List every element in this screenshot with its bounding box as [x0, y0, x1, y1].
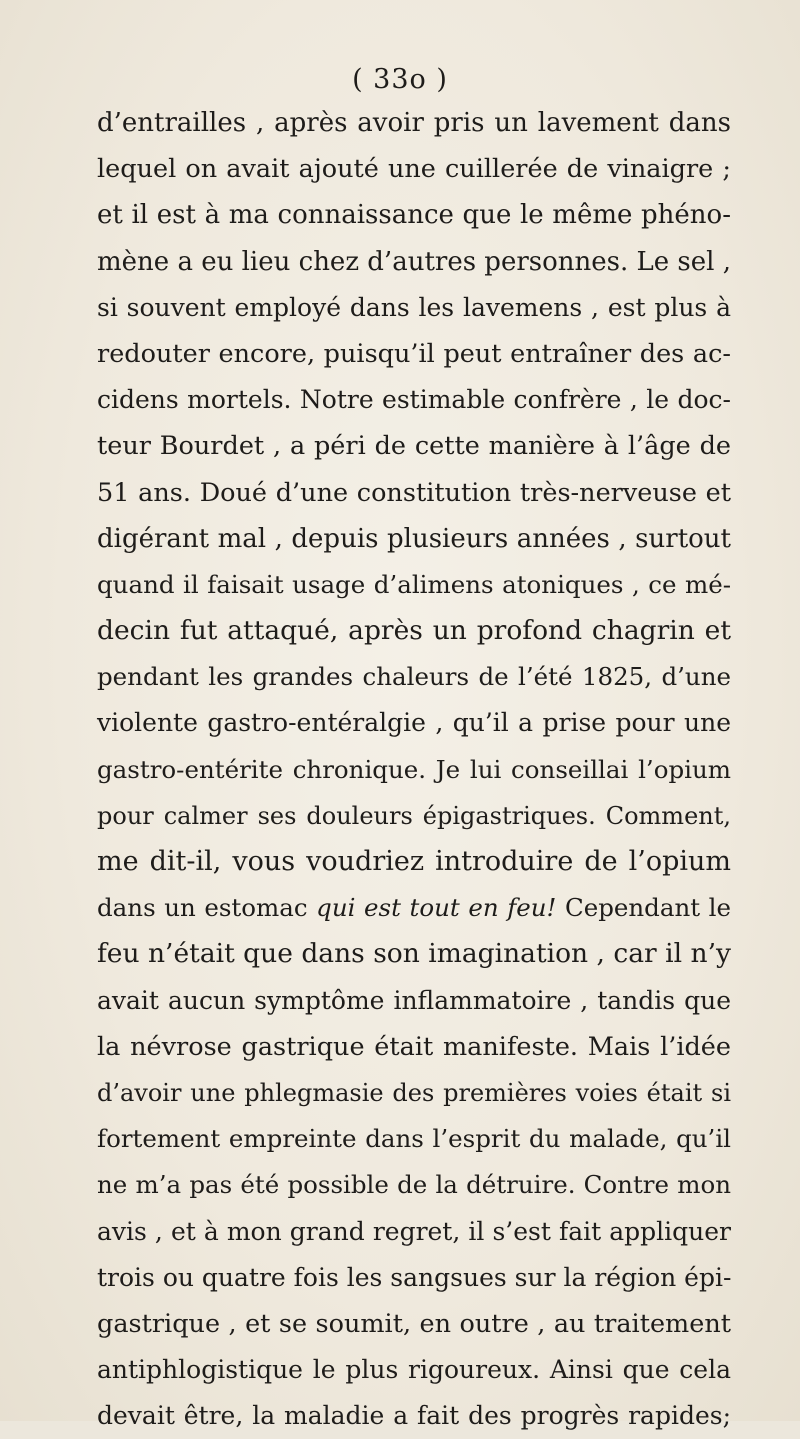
- text-line-with-italic: [97, 885, 731, 931]
- text-line: cidens mortels. Notre estimable confrère , le doc-: [97, 385, 731, 415]
- text-line: quand il faisait usage d’alimens atoniques , ce mé-: [97, 569, 731, 599]
- page-number: ( 33o ): [352, 64, 448, 95]
- text-line: gastro-entérite chronique. Je lui conseillai l’opium: [97, 754, 731, 784]
- text-line: avait aucun symptôme inflammatoire , tandis que: [97, 985, 731, 1015]
- text-line: 51 ans. Doué d’une constitution très-nerveuse et: [97, 477, 731, 508]
- text-line: pendant les grandes chaleurs de l’été 1825, d’une: [97, 662, 731, 692]
- italic-quote: qui est tout en feu!: [316, 893, 557, 923]
- text-line: d’entrailles , après avoir pris un lavement dans: [97, 108, 731, 138]
- text-line: decin fut attaqué, après un profond chagrin et: [97, 615, 731, 647]
- text-line: redouter encore, puisqu’il peut entraîner des ac-: [97, 338, 731, 369]
- text-line: digérant mal , depuis plusieurs années , surtout: [97, 523, 731, 554]
- text-line: trois ou quatre fois les sangsues sur la région épi-: [97, 1262, 732, 1292]
- text-line: fortement empreinte dans l’esprit du malade, qu’il: [97, 1124, 731, 1154]
- text-line: pour calmer ses douleurs épigastriques. Comment,: [97, 801, 731, 830]
- text-line: et il est à ma connaissance que le même phéno-: [97, 200, 731, 231]
- text-line: avis , et à mon grand regret, il s’est fait appliquer: [97, 1216, 731, 1246]
- line-segment: Cependant le: [556, 893, 732, 923]
- text-line: antiphlogistique le plus rigoureux. Ainsi que cela: [97, 1355, 731, 1385]
- text-line: ne m’a pas été possible de la détruire. Contre mon: [97, 1170, 731, 1200]
- line-segment: dans un estomac: [97, 893, 317, 923]
- text-line: feu n’était que dans son imagination , car il n’y: [97, 938, 731, 970]
- text-line: lequel on avait ajouté une cuillerée de vinaigre ;: [97, 154, 731, 185]
- text-line: si souvent employé dans les lavemens , est plus à: [97, 292, 731, 322]
- text-line: la névrose gastrique était manifeste. Mais l’idée: [97, 1031, 731, 1062]
- text-line: d’avoir une phlegmasie des premières voies était si: [97, 1078, 731, 1107]
- text-line: teur Bourdet , a péri de cette manière à l’âge de: [97, 431, 731, 462]
- text-line: devait être, la maladie a fait des progrès rapides;: [97, 1401, 731, 1431]
- text-line: gastrique , et se soumit, en outre , au traitement: [97, 1308, 731, 1339]
- text-line: violente gastro-entéralgie , qu’il a prise pour une: [97, 708, 731, 738]
- text-line: mène a eu lieu chez d’autres personnes. Le sel ,: [97, 246, 732, 277]
- text-line: me dit-il, vous voudriez introduire de l’opium: [97, 846, 731, 877]
- body-text: [97, 100, 731, 1439]
